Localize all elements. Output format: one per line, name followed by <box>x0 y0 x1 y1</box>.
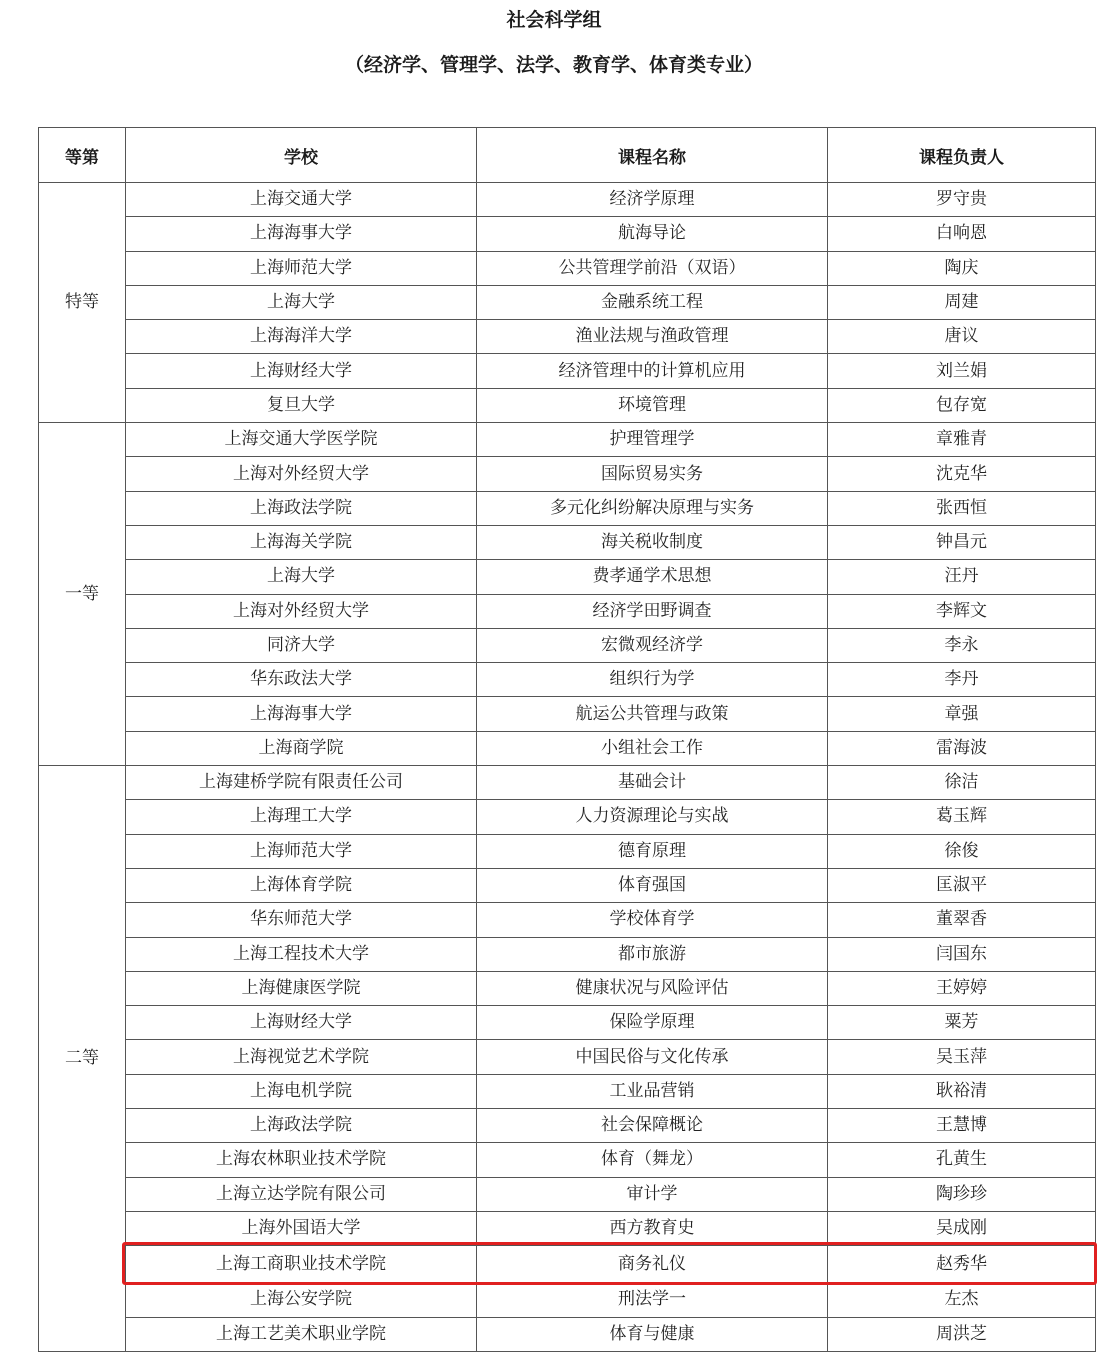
table-row <box>39 868 1096 902</box>
school-cell: 华东师范大学 <box>126 903 477 937</box>
leader-cell: 左杰 <box>828 1283 1096 1317</box>
header-tier: 等第 <box>39 128 126 183</box>
school-cell: 上海财经大学 <box>126 354 477 388</box>
table-row <box>39 423 1096 457</box>
course-cell: 公共管理学前沿（双语） <box>477 251 828 285</box>
school-cell: 上海工艺美术职业学院 <box>126 1317 477 1351</box>
school-cell: 上海海关学院 <box>126 525 477 559</box>
leader-cell: 王婷婷 <box>828 971 1096 1005</box>
school-cell: 上海财经大学 <box>126 1006 477 1040</box>
table-row <box>39 285 1096 319</box>
course-cell: 渔业法规与渔政管理 <box>477 320 828 354</box>
course-cell: 金融系统工程 <box>477 285 828 319</box>
school-cell: 同济大学 <box>126 628 477 662</box>
leader-cell: 李辉文 <box>828 594 1096 628</box>
course-cell: 基础会计 <box>477 766 828 800</box>
table-row <box>39 560 1096 594</box>
table-row <box>39 354 1096 388</box>
course-cell: 都市旅游 <box>477 937 828 971</box>
school-cell: 上海视觉艺术学院 <box>126 1040 477 1074</box>
table-row <box>39 1317 1096 1351</box>
leader-cell: 徐洁 <box>828 766 1096 800</box>
table-row <box>39 1143 1096 1177</box>
course-cell: 审计学 <box>477 1177 828 1211</box>
table-row <box>39 1006 1096 1040</box>
school-cell: 上海立达学院有限公司 <box>126 1177 477 1211</box>
leader-cell: 章雅青 <box>828 423 1096 457</box>
leader-cell: 唐议 <box>828 320 1096 354</box>
leader-cell: 周洪芝 <box>828 1317 1096 1351</box>
document-title: 社会科学组 <box>506 9 602 31</box>
course-cell: 多元化纠纷解决原理与实务 <box>477 491 828 525</box>
table-row <box>39 663 1096 697</box>
table-row <box>39 388 1096 422</box>
tier-cell: 二等 <box>39 766 126 1352</box>
course-cell: 健康状况与风险评估 <box>477 971 828 1005</box>
leader-cell: 粟芳 <box>828 1006 1096 1040</box>
tier-cell: 一等 <box>39 423 126 766</box>
course-cell: 西方教育史 <box>477 1211 828 1245</box>
school-cell: 上海农林职业技术学院 <box>126 1143 477 1177</box>
course-cell: 护理管理学 <box>477 423 828 457</box>
table-row <box>39 766 1096 800</box>
leader-cell: 章强 <box>828 697 1096 731</box>
leader-cell: 刘兰娟 <box>828 354 1096 388</box>
leader-cell: 李丹 <box>828 663 1096 697</box>
course-cell: 国际贸易实务 <box>477 457 828 491</box>
course-cell: 学校体育学 <box>477 903 828 937</box>
table-row <box>39 491 1096 525</box>
course-cell: 保险学原理 <box>477 1006 828 1040</box>
leader-cell: 徐俊 <box>828 834 1096 868</box>
table-row <box>39 1040 1096 1074</box>
course-cell: 海关税收制度 <box>477 525 828 559</box>
course-cell: 体育（舞龙） <box>477 1143 828 1177</box>
school-cell: 上海工程技术大学 <box>126 937 477 971</box>
school-cell: 上海交通大学 <box>126 183 477 217</box>
table-row <box>39 834 1096 868</box>
course-cell: 工业品营销 <box>477 1074 828 1108</box>
table-row <box>39 1283 1096 1317</box>
table-row <box>39 697 1096 731</box>
course-cell: 体育与健康 <box>477 1317 828 1351</box>
course-cell: 商务礼仪 <box>477 1246 828 1283</box>
header-course: 课程名称 <box>477 128 828 183</box>
table-row <box>39 1246 1096 1283</box>
leader-cell: 王慧博 <box>828 1109 1096 1143</box>
leader-cell: 李永 <box>828 628 1096 662</box>
school-cell: 上海海事大学 <box>126 217 477 251</box>
school-cell: 上海对外经贸大学 <box>126 457 477 491</box>
header-row <box>39 128 1096 183</box>
leader-cell: 闫国东 <box>828 937 1096 971</box>
leader-cell: 吴玉萍 <box>828 1040 1096 1074</box>
leader-cell: 董翠香 <box>828 903 1096 937</box>
table-row <box>39 800 1096 834</box>
table-body <box>39 183 1096 1352</box>
table-row <box>39 183 1096 217</box>
leader-cell: 白响恩 <box>828 217 1096 251</box>
course-cell: 经济学田野调查 <box>477 594 828 628</box>
leader-cell: 赵秀华 <box>828 1246 1096 1283</box>
table-row <box>39 731 1096 765</box>
table-row <box>39 937 1096 971</box>
leader-cell: 孔黄生 <box>828 1143 1096 1177</box>
school-cell: 上海理工大学 <box>126 800 477 834</box>
course-cell: 小组社会工作 <box>477 731 828 765</box>
course-cell: 航海导论 <box>477 217 828 251</box>
course-cell: 社会保障概论 <box>477 1109 828 1143</box>
table-row <box>39 217 1096 251</box>
school-cell: 上海政法学院 <box>126 1109 477 1143</box>
course-cell: 经济管理中的计算机应用 <box>477 354 828 388</box>
course-cell: 经济学原理 <box>477 183 828 217</box>
school-cell: 上海大学 <box>126 285 477 319</box>
table-row <box>39 628 1096 662</box>
school-cell: 上海公安学院 <box>126 1283 477 1317</box>
school-cell: 上海工商职业技术学院 <box>126 1246 477 1283</box>
table-row <box>39 1109 1096 1143</box>
school-cell: 上海商学院 <box>126 731 477 765</box>
school-cell: 上海建桥学院有限责任公司 <box>126 766 477 800</box>
document-subtitle: （经济学、管理学、法学、教育学、体育类专业） <box>344 54 763 76</box>
leader-cell: 葛玉辉 <box>828 800 1096 834</box>
header-school: 学校 <box>126 128 477 183</box>
school-cell: 上海政法学院 <box>126 491 477 525</box>
table-row <box>39 903 1096 937</box>
course-cell: 中国民俗与文化传承 <box>477 1040 828 1074</box>
course-cell: 宏微观经济学 <box>477 628 828 662</box>
table-row <box>39 1177 1096 1211</box>
school-cell: 上海对外经贸大学 <box>126 594 477 628</box>
course-cell: 组织行为学 <box>477 663 828 697</box>
school-cell: 上海交通大学医学院 <box>126 423 477 457</box>
leader-cell: 周建 <box>828 285 1096 319</box>
award-table <box>38 127 1096 1352</box>
school-cell: 华东政法大学 <box>126 663 477 697</box>
school-cell: 上海海事大学 <box>126 697 477 731</box>
leader-cell: 匡淑平 <box>828 868 1096 902</box>
tier-cell: 特等 <box>39 183 126 423</box>
school-cell: 上海师范大学 <box>126 251 477 285</box>
school-cell: 上海电机学院 <box>126 1074 477 1108</box>
school-cell: 上海健康医学院 <box>126 971 477 1005</box>
table-row <box>39 320 1096 354</box>
course-cell: 环境管理 <box>477 388 828 422</box>
school-cell: 上海外国语大学 <box>126 1211 477 1245</box>
school-cell: 上海体育学院 <box>126 868 477 902</box>
table-row <box>39 457 1096 491</box>
table-row <box>39 594 1096 628</box>
table-row <box>39 971 1096 1005</box>
header-leader: 课程负责人 <box>828 128 1096 183</box>
table-row <box>39 1211 1096 1245</box>
table-row <box>39 1074 1096 1108</box>
school-cell: 上海师范大学 <box>126 834 477 868</box>
course-cell: 航运公共管理与政策 <box>477 697 828 731</box>
course-cell: 人力资源理论与实战 <box>477 800 828 834</box>
course-cell: 费孝通学术思想 <box>477 560 828 594</box>
table-row <box>39 251 1096 285</box>
course-cell: 德育原理 <box>477 834 828 868</box>
leader-cell: 罗守贵 <box>828 183 1096 217</box>
leader-cell: 雷海波 <box>828 731 1096 765</box>
leader-cell: 吴成刚 <box>828 1211 1096 1245</box>
leader-cell: 陶庆 <box>828 251 1096 285</box>
leader-cell: 汪丹 <box>828 560 1096 594</box>
leader-cell: 张西恒 <box>828 491 1096 525</box>
leader-cell: 陶珍珍 <box>828 1177 1096 1211</box>
leader-cell: 耿裕清 <box>828 1074 1096 1108</box>
school-cell: 复旦大学 <box>126 388 477 422</box>
course-cell: 刑法学一 <box>477 1283 828 1317</box>
course-cell: 体育强国 <box>477 868 828 902</box>
leader-cell: 沈克华 <box>828 457 1096 491</box>
table-row <box>39 525 1096 559</box>
school-cell: 上海海洋大学 <box>126 320 477 354</box>
school-cell: 上海大学 <box>126 560 477 594</box>
leader-cell: 钟昌元 <box>828 525 1096 559</box>
leader-cell: 包存宽 <box>828 388 1096 422</box>
